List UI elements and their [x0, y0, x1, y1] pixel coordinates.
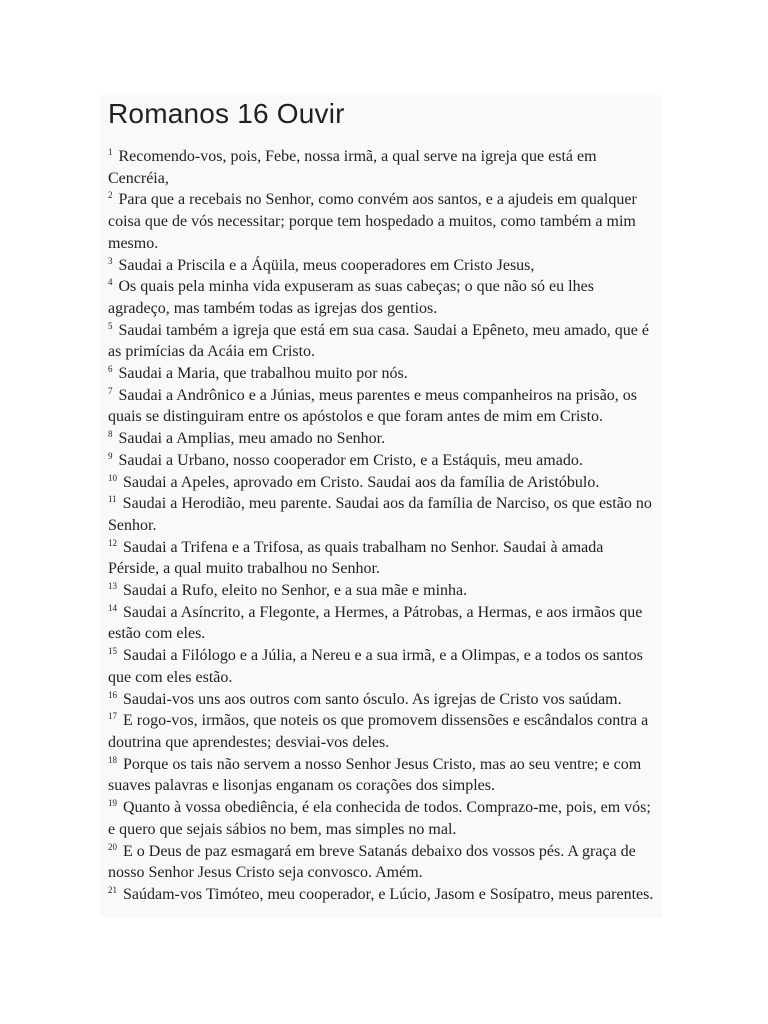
- verse: [108, 884, 654, 906]
- verse: [108, 754, 654, 797]
- verse-number: 16: [108, 689, 117, 700]
- verse-text: Porque os tais não servem a nosso Senhor Jesus Cristo, mas ao seu ventre; e com suaves palavras e lisonjas enganam os corações dos simples.: [108, 755, 642, 795]
- verse-number: 7: [108, 385, 113, 396]
- verse: [108, 450, 654, 472]
- verse: [108, 797, 654, 840]
- verse: [108, 189, 654, 254]
- verse-number: 11: [108, 494, 117, 505]
- verse-text: Saudai a Maria, que trabalhou muito por nós.: [118, 365, 408, 383]
- verse: [108, 689, 654, 711]
- verse-text: Quanto à vossa obediência, é ela conhecida de todos. Comprazo-me, pois, em vós; e quero que sejais sábios no bem, mas simples no mal.: [108, 799, 651, 838]
- verse: [108, 493, 654, 536]
- verse: [108, 276, 654, 319]
- verse: [108, 537, 654, 580]
- verse-number: 14: [108, 602, 117, 613]
- verse-number: 20: [108, 841, 117, 852]
- verse-text: Saudai também a igreja que está em sua casa. Saudai a Epêneto, meu amado, que é as primícias da Acáia em Cristo.: [108, 321, 649, 361]
- verse-number: 5: [108, 320, 113, 331]
- verse-number: 18: [108, 754, 117, 765]
- verse: [108, 428, 654, 450]
- verse-number: 10: [108, 472, 117, 483]
- verse-text: Saudai a Priscila e a Áqüila, meus cooperadores em Cristo Jesus,: [118, 256, 535, 274]
- verse: [108, 841, 654, 884]
- verse: [108, 385, 654, 428]
- verse-text: E o Deus de paz esmagará em breve Satanás debaixo dos vossos pés. A graça de nosso Senhor Jesus Cristo seja convosco. Amém.: [108, 842, 636, 882]
- verse: [108, 602, 654, 645]
- verse-text: Para que a recebais no Senhor, como convém aos santos, e a ajudeis em qualquer coisa que de vós necessitar; porque tem hospedado a muitos, como também a mim mesmo.: [108, 191, 637, 252]
- verse-text: Saudai a Apeles, aprovado em Cristo. Saudai aos da família de Aristóbulo.: [123, 473, 600, 491]
- verse-number: 6: [108, 364, 113, 375]
- verse-number: 9: [108, 450, 113, 461]
- verses-container: [108, 146, 654, 906]
- verse: [108, 363, 654, 385]
- page-title: Romanos 16 Ouvir: [108, 98, 345, 129]
- verse-text: Os quais pela minha vida expuseram as suas cabeças; o que não só eu lhes agradeço, mas também todas as igrejas dos gentios.: [108, 278, 594, 317]
- verse-number: 1: [108, 147, 113, 157]
- verse-text: Saudai a Rufo, eleito no Senhor, e a sua mãe e minha.: [123, 582, 468, 600]
- verse-text: E rogo-vos, irmãos, que noteis os que promovem dissensões e escândalos contra a doutrina que aprendestes; desviai-vos deles.: [108, 712, 649, 751]
- verse: [108, 320, 654, 363]
- verse-number: 15: [108, 646, 117, 657]
- verse-text: Saudai a Andrônico e a Júnias, meus parentes e meus companheiros na prisão, os quais se distinguiram entre os apóstolos e que foram antes de mim em Cristo.: [108, 386, 638, 426]
- verse-number: 21: [108, 884, 117, 895]
- verse-text: Saudai a Filólogo e a Júlia, a Nereu e a sua irmã, e a Olimpas, e a todos os santos que com eles estão.: [108, 647, 643, 686]
- verse-text: Saúdam-vos Timóteo, meu cooperador, e Lúcio, Jasom e Sosípatro, meus parentes.: [123, 885, 654, 903]
- content-panel: [100, 95, 662, 918]
- verse: [108, 472, 654, 494]
- verse-text: Saudai a Amplias, meu amado no Senhor.: [118, 430, 386, 448]
- verse: [108, 580, 654, 602]
- verse-number: 19: [108, 798, 117, 809]
- verse-number: 4: [108, 277, 113, 288]
- verse: [108, 710, 654, 753]
- verse-text: Saudai a Trifena e a Trifosa, as quais trabalham no Senhor. Saudai à amada Pérside, a qual muito trabalhou no Senhor.: [108, 538, 604, 578]
- verse: [108, 645, 654, 688]
- verse: [108, 146, 654, 189]
- verse-text: Saudai a Asíncrito, a Flegonte, a Hermes, a Pátrobas, a Hermas, e aos irmãos que estão com eles.: [108, 603, 643, 643]
- verse-number: 17: [108, 711, 117, 722]
- verse: [108, 255, 654, 277]
- verse-number: 3: [108, 255, 113, 266]
- verse-number: 2: [108, 190, 113, 201]
- verse-text: Saudai-vos uns aos outros com santo ósculo. As igrejas de Cristo vos saúdam.: [123, 690, 622, 708]
- verse-number: 8: [108, 429, 113, 440]
- verse-text: Recomendo-vos, pois, Febe, nossa irmã, a qual serve na igreja que está em Cencréia,: [108, 148, 597, 187]
- verse-number: 13: [108, 581, 117, 592]
- verse-number: 12: [108, 537, 117, 548]
- verse-text: Saudai a Herodião, meu parente. Saudai aos da família de Narciso, os que estão no Senhor.: [108, 495, 652, 534]
- verse-text: Saudai a Urbano, nosso cooperador em Cristo, e a Estáquis, meu amado.: [118, 451, 583, 469]
